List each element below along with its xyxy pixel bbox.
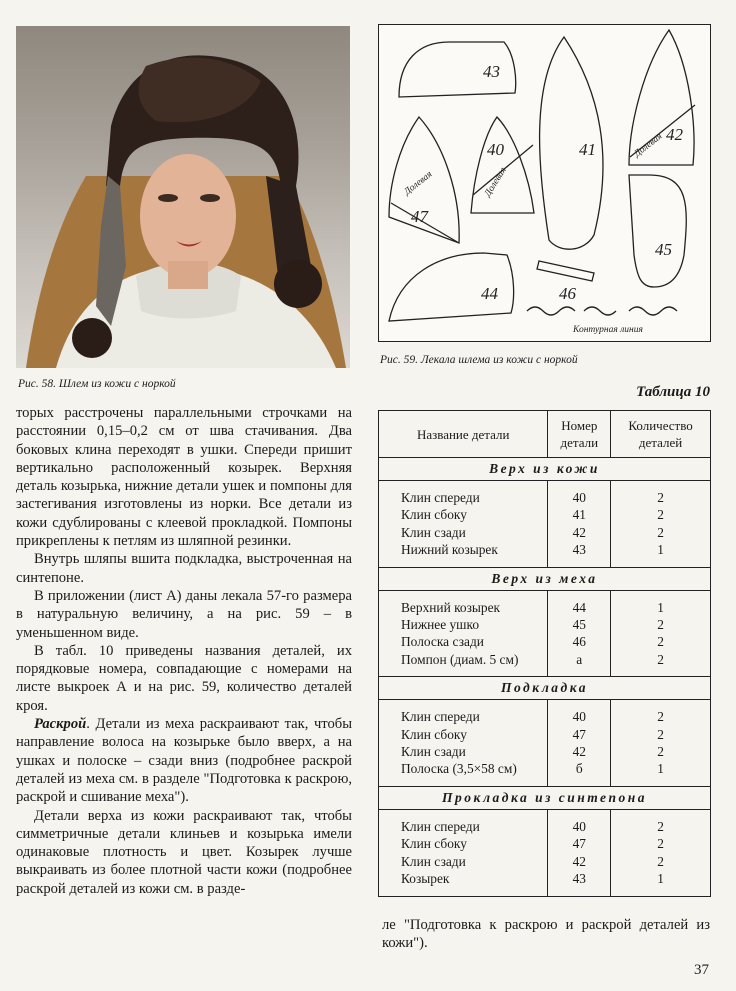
header-name: Название детали xyxy=(379,411,548,458)
continuation-text: ле "Подготовка к раскрою и раскрой деталей из кожи"). xyxy=(382,917,710,952)
table-cell: б xyxy=(575,761,583,777)
table-cell: 2 xyxy=(657,634,664,650)
hat-photo xyxy=(16,26,350,368)
table-cell: 2 xyxy=(657,836,664,852)
table-cell: 44 xyxy=(572,599,586,615)
table-cell: 43 xyxy=(572,542,586,558)
label-45: 45 xyxy=(655,240,672,259)
table-cell: 2 xyxy=(657,524,664,540)
section-rows xyxy=(379,590,711,677)
table-cell: Нижний козырек xyxy=(401,542,498,558)
part-names xyxy=(379,590,548,677)
label-40: 40 xyxy=(487,140,504,159)
grain-label-47: Долевая xyxy=(402,169,435,198)
piece-46 xyxy=(537,261,594,281)
table-cell: 42 xyxy=(572,524,586,540)
table-cell: 47 xyxy=(572,726,586,742)
table-cell: Клин сбоку xyxy=(401,836,467,852)
table-cell: 40 xyxy=(572,818,586,834)
header-quantity: Количество деталей xyxy=(611,411,711,458)
table-cell: Помпон (диам. 5 см) xyxy=(401,651,519,667)
grain-label-42: Долевая xyxy=(632,131,665,160)
table-cell: Полоска сзади xyxy=(401,634,484,650)
section-rows xyxy=(379,809,711,896)
label-44: 44 xyxy=(481,284,498,303)
photo-caption: Рис. 58. Шлем из кожи с норкой xyxy=(18,378,176,390)
section-header: Верх из кожи xyxy=(379,458,711,481)
part-numbers xyxy=(548,700,611,787)
table-cell: 40 xyxy=(572,490,586,505)
part-quantities xyxy=(611,809,711,896)
pattern-caption: Рис. 59. Лекала шлема из кожи с норкой xyxy=(380,354,578,366)
contour-line xyxy=(527,307,677,315)
table-cell: Клин сзади xyxy=(401,853,466,869)
table-cell: 47 xyxy=(572,836,586,852)
table-title: Таблица 10 xyxy=(636,384,710,400)
table-cell: 2 xyxy=(657,818,664,834)
label-47: 47 xyxy=(411,207,428,226)
pattern-drawing xyxy=(378,24,711,342)
section-header: Подкладка xyxy=(379,677,711,700)
table-cell: 2 xyxy=(657,617,664,633)
table-cell: Клин сзади xyxy=(401,524,466,540)
table-cell: Клин спереди xyxy=(401,818,480,834)
section-rows xyxy=(379,700,711,787)
paragraph-lead: Раскрой xyxy=(34,716,87,733)
table-cell: 2 xyxy=(657,709,664,725)
table-cell: Клин спереди xyxy=(401,709,480,725)
table-cell: 46 xyxy=(572,634,586,650)
paragraph: Внутрь шляпы вшита подкладка, выстроченная на синтепоне. xyxy=(16,551,352,586)
table-cell: Козырек xyxy=(401,871,450,887)
part-quantities xyxy=(611,700,711,787)
part-names xyxy=(379,700,548,787)
paragraph: В приложении (лист А) даны лекала 57-го размера в натуральную величину, а на рис. 59 – в уменьшенном виде. xyxy=(16,587,352,641)
part-quantities xyxy=(611,590,711,677)
table-cell: 1 xyxy=(657,871,664,887)
table-cell: 40 xyxy=(572,709,586,725)
label-43: 43 xyxy=(483,62,500,81)
table-cell: 1 xyxy=(657,599,664,615)
contour-label: Контурная линия xyxy=(573,325,643,335)
table-cell: 2 xyxy=(657,744,664,760)
part-quantities xyxy=(611,481,711,568)
part-numbers xyxy=(548,590,611,677)
table-cell: 1 xyxy=(657,761,664,777)
section-header: Верх из меха xyxy=(379,567,711,590)
table-cell: Верхний козырек xyxy=(401,599,501,615)
parts-table xyxy=(378,410,711,897)
paragraph-text: . Детали из меха раскраивают так, чтобы направление волоса на козырьке было вверх, а на ушках и полоске – сзади вниз (подробнее раскрой деталей из меха см. в разделе "Подготовка к раскрою, раскрой и сшивание меха"). xyxy=(16,716,352,806)
table-cell: Клин сзади xyxy=(401,744,466,760)
table-cell: а xyxy=(576,651,583,667)
table-cell: 45 xyxy=(572,617,586,633)
table-cell: Клин сбоку xyxy=(401,507,467,523)
table-cell: 2 xyxy=(657,853,664,869)
woman-in-fur-hat-image xyxy=(16,26,350,368)
table-cell: Клин сбоку xyxy=(401,726,467,742)
label-46: 46 xyxy=(559,284,576,303)
article-body xyxy=(16,404,352,898)
table-cell: 43 xyxy=(572,871,586,887)
table-cell: 1 xyxy=(657,542,664,558)
part-names xyxy=(379,809,548,896)
part-names xyxy=(379,481,548,568)
piece-40 xyxy=(471,117,534,213)
table-cell: 2 xyxy=(657,507,664,523)
paragraph-cutting xyxy=(16,715,352,806)
table-cell: 2 xyxy=(657,651,664,667)
paragraph: В табл. 10 приведены названия деталей, их порядковые номера, совпадающие с номерами на листе выкроек А и на рис. 59, количество деталей кроя. xyxy=(16,642,352,714)
part-numbers xyxy=(548,481,611,568)
label-41: 41 xyxy=(579,140,596,159)
page-number: 37 xyxy=(694,962,709,978)
table-cell: 42 xyxy=(572,853,586,869)
section-rows xyxy=(379,481,711,568)
table-cell: 41 xyxy=(572,507,586,523)
table-cell: 2 xyxy=(657,726,664,742)
table-cell: Клин спереди xyxy=(401,490,480,505)
header-number: Номер детали xyxy=(548,411,611,458)
table-cell: Нижнее ушко xyxy=(401,617,480,633)
table-cell: 42 xyxy=(572,744,586,760)
piece-45 xyxy=(629,175,686,287)
table-cell: Полоска (3,5×58 см) xyxy=(401,761,517,777)
section-header: Прокладка из синтепона xyxy=(379,786,711,809)
part-numbers xyxy=(548,809,611,896)
grain-label-40: Долевая xyxy=(483,165,509,199)
paragraph: торых расстрочены параллельными строчками на расстоянии 0,15–0,2 см от шва стачивания. Два боковых клина переходят в ушки. Спереди пришит вертикально расположенный козырек. Верхняя деталь козырька, нижние детали ушек и помпоны для застегивания изготовлены из норки. Все детали из кожи сдублированы с клеевой прокладкой. Помпоны прикреплены к петлям из шляпной резинки. xyxy=(16,405,352,550)
table-cell: 2 xyxy=(657,490,664,505)
paragraph: Детали верха из кожи раскраивают так, чтобы симметричные детали клиньев и козырька имели одинаковые плотность и цвет. Козырек лучше выкраивать из более плотной части кожи (подробнее раскрой деталей из кожи см. в разде- xyxy=(16,807,352,897)
label-42: 42 xyxy=(666,125,683,144)
piece-42 xyxy=(629,30,694,165)
